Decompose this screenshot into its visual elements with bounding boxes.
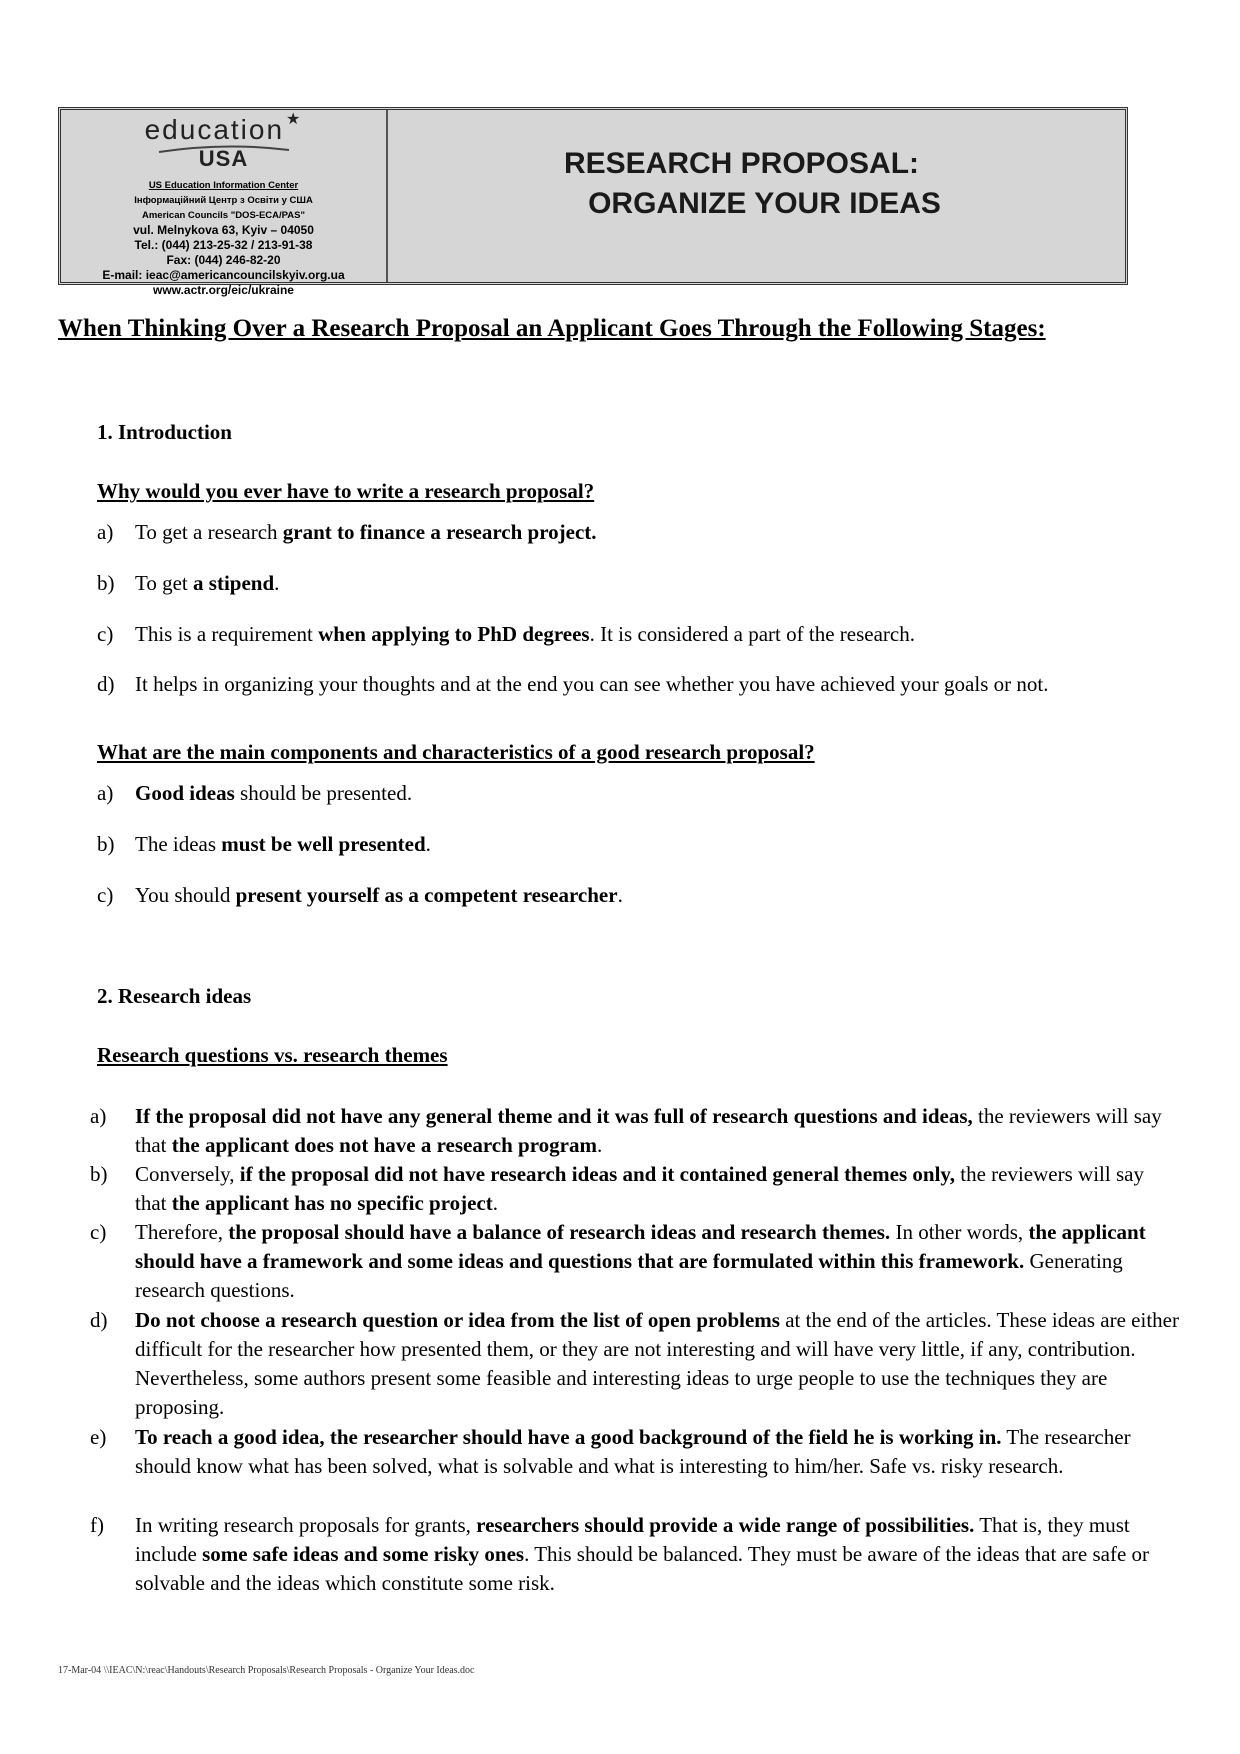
- star-icon: ★: [286, 111, 303, 128]
- section-1-question-1: Why would you ever have to write a research proposal?: [97, 479, 595, 503]
- footer-file-path: 17-Mar-04 \\IEAC\N:\reac\Handouts\Research Proposals\Research Proposals - Organize Your Ideas.doc: [58, 1665, 475, 1676]
- section-1-question-2: What are the main components and characteristics of a good research proposal?: [97, 740, 815, 764]
- website: www.actr.org/eic/ukraine: [153, 283, 294, 297]
- list-item: d) It helps in organizing your thoughts and at the end you can see whether you have achieved your goals or not.: [97, 672, 1049, 696]
- logo-text-usa: USA: [198, 146, 249, 171]
- title-line-2: ORGANIZE YOUR IDEAS: [588, 187, 941, 220]
- section-2-question-1: Research questions vs. research themes: [97, 1043, 448, 1067]
- center-name: US Education Information Center: [148, 180, 299, 191]
- education-usa-logo: [144, 111, 303, 171]
- section-2-title: 2. Research ideas: [97, 984, 252, 1008]
- list-item: c) This is a requirement when applying to PhD degrees. It is considered a part of the research.: [97, 622, 915, 646]
- main-heading: When Thinking Over a Research Proposal an Applicant Goes Through the Following Stages:: [58, 315, 1046, 342]
- list-item: a) Good ideas should be presented.: [97, 781, 413, 805]
- list-item: c) Therefore, the proposal should have a balance of research ideas and research themes. In other words, the applicant should have a framework and some ideas and questions that are formulated within this framework. Generating research questions.: [90, 1220, 1146, 1302]
- list-item: f) In writing research proposals for grants, researchers should provide a wide range of possibilities. That is, they must include some safe ideas and some risky ones. This should be balanced. They must be aware of the ideas that are safe or solvable and the ideas which constitute some risk.: [90, 1513, 1150, 1595]
- fax: Fax: (044) 246-82-20: [166, 253, 281, 267]
- section-1-title: 1. Introduction: [97, 420, 232, 444]
- address: vul. Melnykova 63, Kyiv – 04050: [133, 223, 314, 237]
- list-item: b) The ideas must be well presented.: [97, 832, 431, 856]
- list-item: b) To get a stipend.: [97, 571, 280, 595]
- document-title: [388, 110, 1125, 282]
- list-item: a) If the proposal did not have any general theme and it was full of research questions and ideas, the reviewers will say that the applicant does not have a research program.: [90, 1104, 1162, 1157]
- list-item: b) Conversely, if the proposal did not have research ideas and it contained general themes only, the reviewers will say that the applicant has no specific project.: [90, 1162, 1144, 1215]
- center-name-ua: Інформаційний Центр з Освіти у США: [134, 195, 313, 206]
- list-item: d) Do not choose a research question or idea from the list of open problems at the end of the articles. These ideas are either difficult for the researcher how presented them, or they are not interesting and will have very little, if any, contribution. Nevertheless, some authors present some feasible and interesting ideas to urge people to use the techniques they are proposing.: [90, 1308, 1179, 1419]
- list-item: a) To get a research grant to finance a research project.: [97, 520, 597, 544]
- telephone: Tel.: (044) 213-25-32 / 213-91-38: [134, 238, 313, 252]
- header-contact-panel: [61, 110, 388, 297]
- list-item: e) To reach a good idea, the researcher should have a good background of the field he is working in. The researcher should know what has been solved, what is solvable and what is interesting to him/her. Safe vs. risky research.: [90, 1425, 1131, 1478]
- email: E-mail: ieac@americancouncilskyiv.org.ua: [102, 268, 345, 282]
- contact-info: [102, 178, 344, 298]
- logo-text-education: education: [144, 114, 285, 145]
- title-line-1: RESEARCH PROPOSAL:: [563, 147, 920, 180]
- councils-name: American Councils "DOS-ECA/PAS": [142, 210, 305, 221]
- list-item: c) You should present yourself as a competent researcher.: [97, 883, 623, 907]
- header-box: [58, 107, 1128, 297]
